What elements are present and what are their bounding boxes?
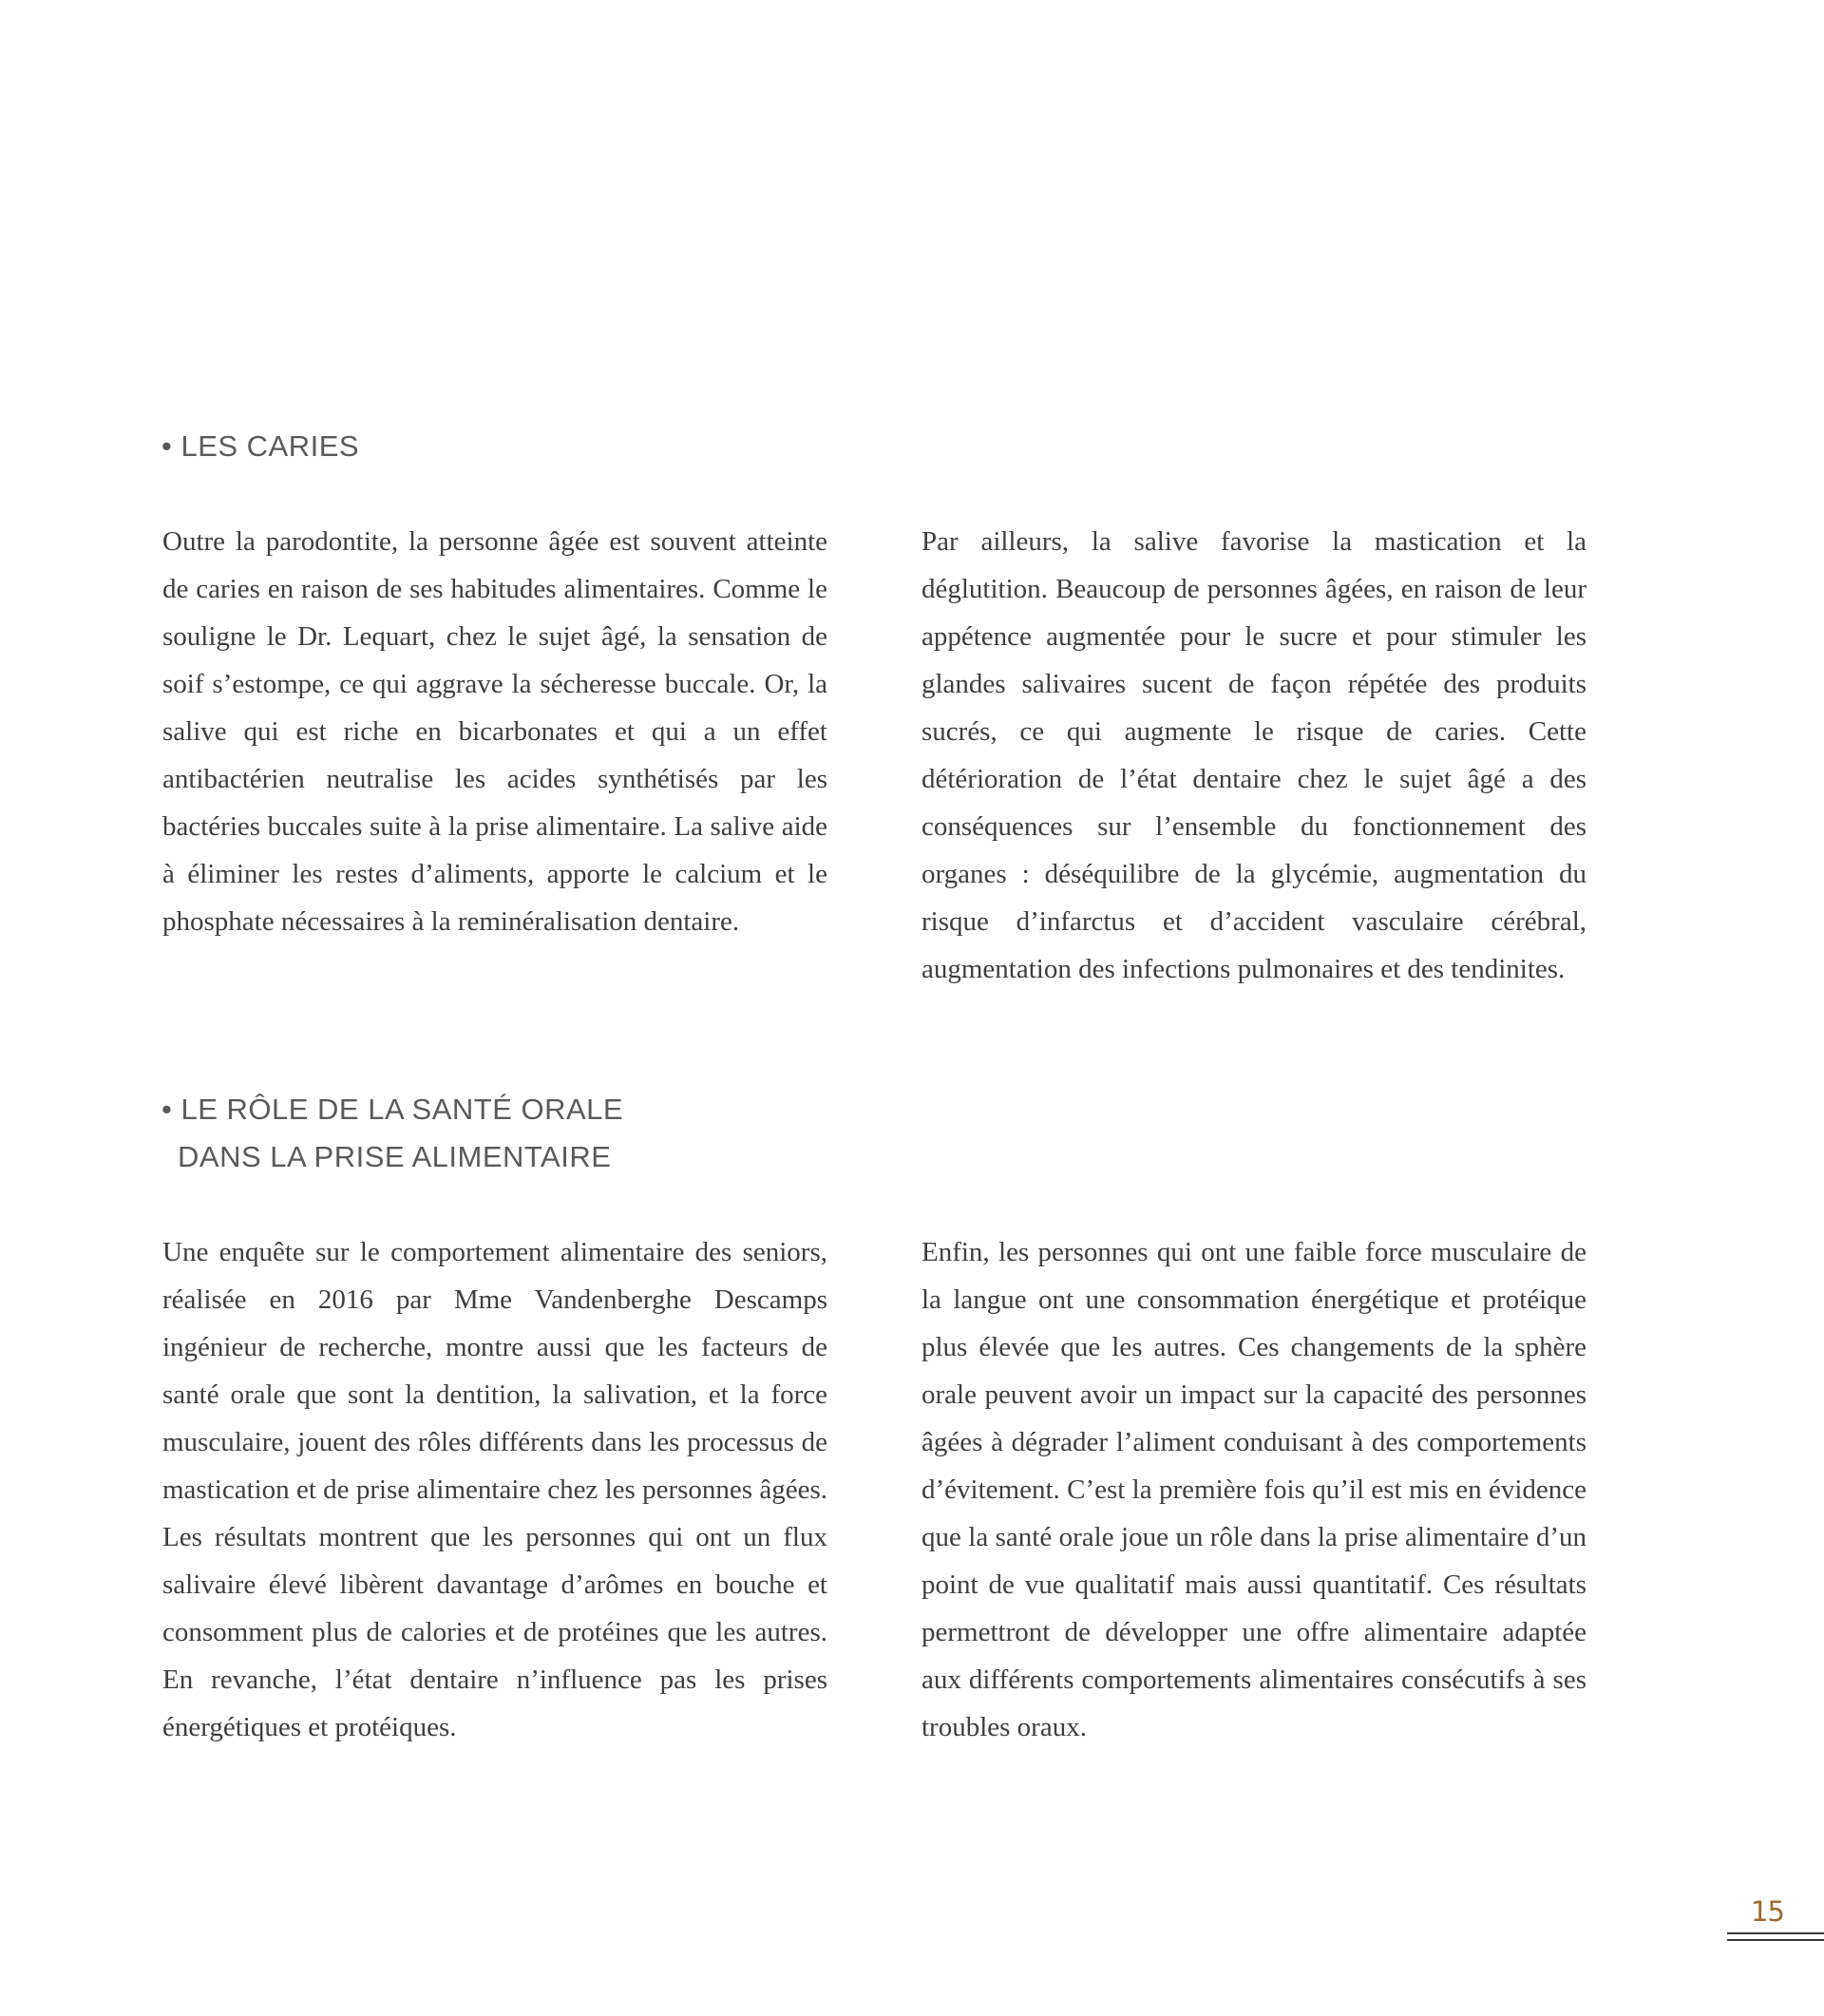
section-heading-role-line1: • LE RÔLE DE LA SANTÉ ORALE bbox=[162, 1093, 624, 1126]
section-heading-role-sante-orale bbox=[162, 1086, 623, 1181]
role-paragraph-left: Une enquête sur le comportement alimentaire des seniors, réalisée en 2016 par Mme Vandenberghe Descamps ingénieur de recherche, montre aussi que les facteurs de santé orale que sont la dentition, la salivation, et la force musculaire, jouent des rôles différents dans les processus de mastication et de prise alimentaire chez les personnes âgées. Les résultats montrent que les personnes qui ont un flux salivaire élevé libèrent davantage d’arômes en bouche et consomment plus de calories et de protéines que les autres. En revanche, l’état dentaire n’influence pas les prises énergétiques et protéiques. bbox=[162, 1237, 827, 1742]
page-number-rule-bottom bbox=[1727, 1939, 1824, 1941]
section-heading-role-line2: DANS LA PRISE ALIMENTAIRE bbox=[178, 1140, 612, 1173]
section-heading-caries bbox=[162, 423, 359, 470]
role-paragraph-right: Enfin, les personnes qui ont une faible force musculaire de la langue ont une consommation énergétique et protéique plus élevée que les autres. Ces changements de la sphère orale peuvent avoir un impact sur la capacité des personnes âgées à dégrader l’aliment conduisant à des comportements d’évitement. C’est la première fois qu’il est mis en évidence que la santé orale joue un rôle dans la prise alimentaire d’un point de vue qualitatif mais aussi quantitatif. Ces résultats permettront de développer une offre alimentaire adaptée aux différents comportements alimentaires consécutifs à ses troubles oraux. bbox=[922, 1237, 1586, 1742]
section-heading-caries-text: • LES CARIES bbox=[162, 429, 360, 463]
caries-paragraph-left: Outre la parodontite, la personne âgée est souvent atteinte de caries en raison de ses habitudes alimentaires. Comme le souligne le Dr. Lequart, chez le sujet âgé, la sensation de soif s’estompe, ce qui aggrave la sécheresse buccale. Or, la salive qui est riche en bicarbonates et qui a un effet antibactérien neutralise les acides synthétisés par les bactéries buccales suite à la prise alimentaire. La salive aide à éliminer les restes d’aliments, apporte le calcium et le phosphate nécessaires à la reminéralisation dentaire. bbox=[162, 526, 827, 937]
page-number: 15 bbox=[1751, 1895, 1784, 1928]
page-number-rule-top bbox=[1727, 1932, 1824, 1934]
caries-paragraph-right: Par ailleurs, la salive favorise la mastication et la déglutition. Beaucoup de personnes âgées, en raison de leur appétence augmentée pour le sucre et pour stimuler les glandes salivaires sucent de façon répétée des produits sucrés, ce qui augmente le risque de caries. Cette détérioration de l’état dentaire chez le sujet âgé a des conséquences sur l’ensemble du fonctionnement des organes : déséquilibre de la glycémie, augmentation du risque d’infarctus et d’accident vasculaire cérébral, augmentation des infections pulmonaires et des tendinites. bbox=[922, 526, 1586, 984]
